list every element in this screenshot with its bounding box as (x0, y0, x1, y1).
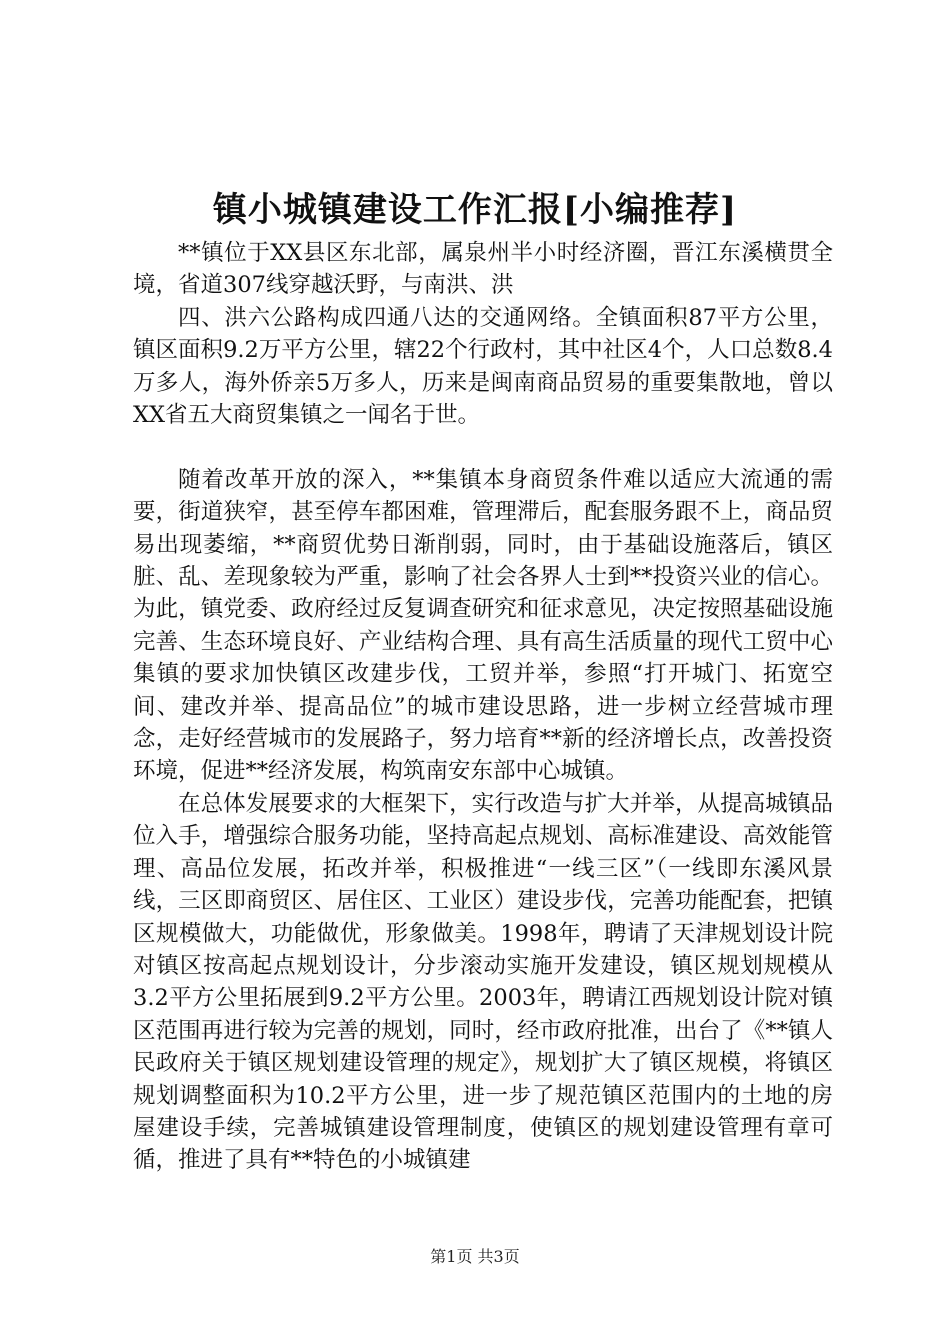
document-body (133, 237, 833, 1177)
paragraph-overview: 四、洪六公路构成四通八达的交通网络。全镇面积87平方公里，镇区面积9.2万平方公里，辖22个行政村，其中社区4个，人口总数8.4万多人，海外侨亲5万多人，历来是闽南商品贸易的重要集散地，曾以XX省五大商贸集镇之一闻名于世。 (133, 304, 833, 429)
paragraph-planning: 在总体发展要求的大框架下，实行改造与扩大并举，从提高城镇品位入手，增强综合服务功能，坚持高起点规划、高标准建设、高效能管理、高品位发展，拓改并举，积极推进“一线三区”（一线即东溪风景线，三区即商贸区、居住区、工业区）建设步伐，完善功能配套，把镇区规模做大，功能做优，形象做美。1998年，聘请了天津规划设计院对镇区按高起点规划设计，分步滚动实施开发建设，镇区规划规模从3.2平方公里拓展到9.2平方公里。2003年，聘请江西规划设计院对镇区范围再进行较为完善的规划，同时，经市政府批准，出台了《**镇人民政府关于镇区规划建设管理的规定》，规划扩大了镇区规模，将镇区规划调整面积为10.2平方公里，进一步了规范镇区范围内的土地的房屋建设手续，完善城镇建设管理制度，使镇区的规划建设管理有章可循，推进了具有**特色的小城镇建 (133, 790, 833, 1174)
paragraph-reform: 随着改革开放的深入，**集镇本身商贸条件难以适应大流通的需要，街道狭窄，甚至停车都困难，管理滞后，配套服务跟不上，商品贸易出现萎缩，**商贸优势日渐削弱，同时，由于基础设施落后，镇区脏、乱、差现象较为严重，影响了社会各界人士到**投资兴业的信心。为此，镇党委、政府经过反复调查研究和征求意见，决定按照基础设施完善、生态环境良好、产业结构合理、具有高生活质量的现代工贸中心集镇的要求加快镇区改建步伐，工贸并举，参照“打开城门、拓宽空间、建改并举、提高品位”的城市建设思路，进一步树立经营城市理念，走好经营城市的发展路子，努力培育**新的经济增长点，改善投资环境，促进**经济发展，构筑南安东部中心城镇。 (133, 466, 833, 785)
page-number: 第1页 共3页 (430, 1247, 520, 1266)
document-title: 镇小城镇建设工作汇报[小编推荐] (212, 190, 738, 230)
paragraph-location: **镇位于XX县区东北部，属泉州半小时经济圈，晋江东溪横贯全境，省道307线穿越沃野，与南洪、洪 (133, 240, 833, 299)
